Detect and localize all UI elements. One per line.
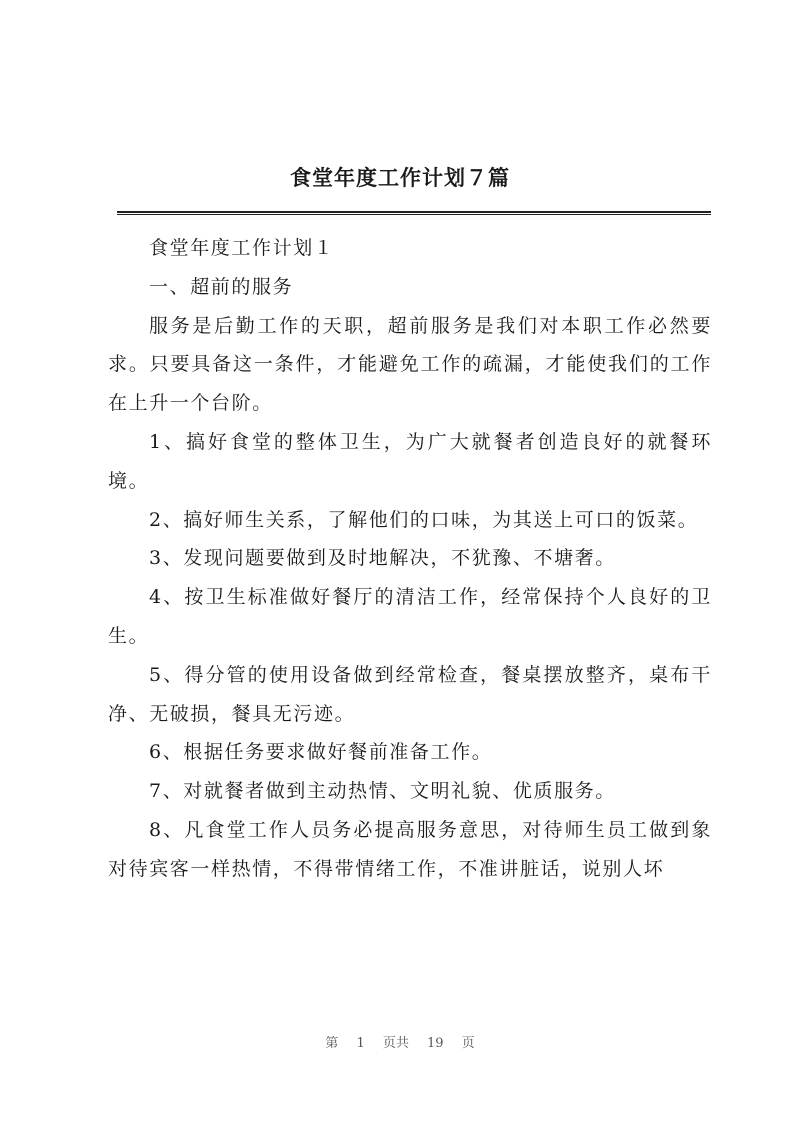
- footer-suffix: 页: [461, 1036, 475, 1051]
- paragraph: 服务是后勤工作的天职，超前服务是我们对本职工作必然要求。只要具备这一条件，才能避免工作的疏漏，才能使我们的工作在上升一个台阶。: [108, 314, 712, 415]
- title-divider: [117, 211, 711, 215]
- list-item: 2、搞好师生关系，了解他们的口味，为其送上可口的饭菜。: [149, 508, 699, 531]
- total-page-count: 19: [427, 1036, 444, 1051]
- list-item: 3、发现问题要做到及时地解决，不犹豫、不塘奢。: [149, 547, 616, 570]
- subsection-heading: 一、超前的服务: [149, 275, 294, 298]
- list-item: 6、根据任务要求做好餐前准备工作。: [149, 741, 493, 764]
- document-title: 食堂年度工作计划７篇: [290, 165, 510, 190]
- section-heading: 食堂年度工作计划１: [149, 237, 335, 259]
- footer-middle: 页共: [382, 1036, 409, 1051]
- list-item: 5、得分管的使用设备做到经常检查，餐桌摆放整齐，桌布干净、无破损，餐具无污迹。: [108, 663, 712, 725]
- footer-prefix: 第: [325, 1036, 339, 1051]
- list-item: 8、凡食堂工作人员务必提高服务意思，对待师生员工做到象对待宾客一样热情，不得带情绪工作，不准讲脏话，说别人坏: [108, 818, 712, 880]
- document-body: [108, 229, 712, 889]
- list-item: 4、按卫生标准做好餐厅的清洁工作，经常保持个人良好的卫生。: [108, 586, 712, 647]
- list-item: 7、对就餐者做到主动热情、文明礼貌、优质服务。: [149, 780, 616, 803]
- list-item: 1、搞好食堂的整体卫生，为广大就餐者创造良好的就餐环境。: [108, 430, 712, 492]
- current-page-number: 1: [356, 1036, 365, 1051]
- page-footer: [0, 1032, 800, 1051]
